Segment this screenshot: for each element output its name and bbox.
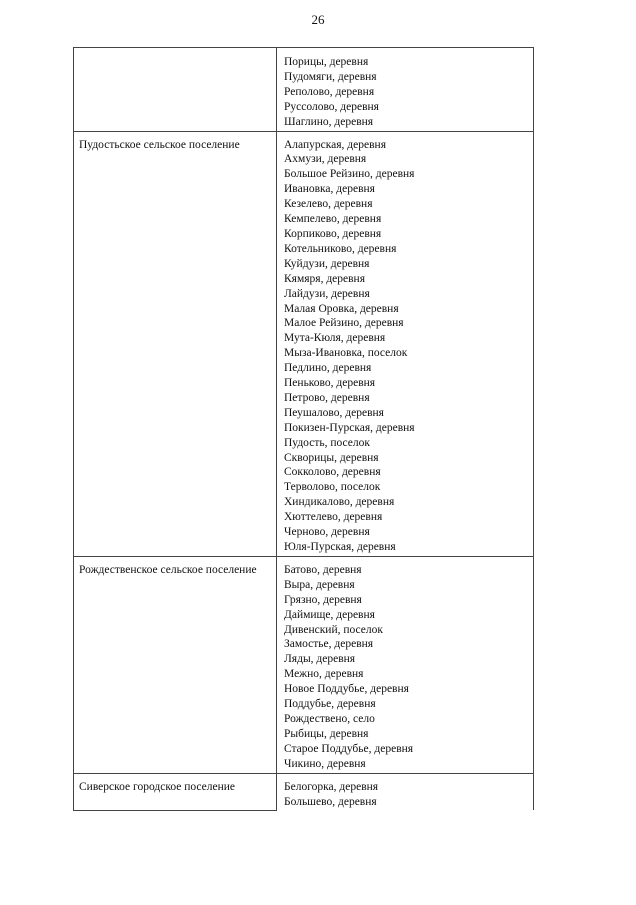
place-item: Сокколово, деревня	[284, 466, 381, 479]
place-item: Пудомяги, деревня	[284, 70, 377, 83]
place-item: Новое Поддубье, деревня	[284, 683, 409, 696]
place-item: Терволово, поселок	[284, 481, 381, 494]
place-item: Пеньково, деревня	[284, 377, 376, 390]
place-item: Порицы, деревня	[284, 56, 369, 68]
place-item: Чикино, деревня	[284, 757, 366, 770]
place-item: Грязно, деревня	[284, 593, 362, 606]
place-item: Покизен-Пурская, деревня	[284, 421, 415, 434]
settlement-name: Сиверское городское поселение	[79, 780, 235, 793]
settlement-name-cell	[74, 773, 277, 810]
place-item: Руссолово, деревня	[284, 100, 379, 113]
place-item: Мыза-Ивановка, поселок	[284, 347, 408, 360]
table-row	[74, 131, 534, 556]
place-item: Котельниково, деревня	[284, 242, 397, 255]
places-cell	[277, 131, 534, 556]
place-item: Хиндикалово, деревня	[284, 496, 395, 509]
table-row	[74, 556, 534, 773]
place-item: Рыбицы, деревня	[284, 727, 369, 740]
place-item: Рождествено, село	[284, 712, 375, 725]
page-number: 26	[311, 12, 325, 27]
settlement-name-cell	[74, 131, 277, 556]
place-item: Шаглино, деревня	[284, 115, 374, 128]
place-item: Черново, деревня	[284, 526, 370, 539]
settlement-name: Пудостьское сельское поселение	[79, 138, 240, 151]
place-item: Белогорка, деревня	[284, 780, 379, 793]
places-cell	[277, 556, 534, 773]
settlements-table	[73, 47, 534, 811]
place-item: Скворицы, деревня	[284, 451, 379, 464]
place-item: Корпиково, деревня	[284, 227, 382, 240]
place-item: Пеушалово, деревня	[284, 406, 384, 419]
place-item: Замостье, деревня	[284, 638, 374, 651]
places-cell	[277, 773, 534, 810]
place-item: Петрово, деревня	[284, 391, 370, 404]
settlement-name-cell	[74, 48, 277, 132]
place-item: Батово, деревня	[284, 563, 362, 576]
place-item: Лайдузи, деревня	[284, 287, 370, 300]
place-item: Кямяря, деревня	[284, 272, 365, 285]
place-item: Кезелево, деревня	[284, 198, 373, 211]
place-item: Реполово, деревня	[284, 85, 375, 98]
place-item: Большое Рейзино, деревня	[284, 168, 415, 181]
place-item: Алапурская, деревня	[284, 138, 386, 151]
place-item: Малое Рейзино, деревня	[284, 317, 404, 330]
place-item: Пудость, поселок	[284, 436, 370, 449]
place-item: Мута-Кюля, деревня	[284, 332, 386, 345]
table-row	[74, 773, 534, 810]
place-item: Малая Оровка, деревня	[284, 302, 399, 315]
place-item: Куйдузи, деревня	[284, 257, 370, 270]
place-item: Ляды, деревня	[284, 653, 356, 666]
settlement-name: Рождественское сельское поселение	[79, 563, 257, 576]
place-item: Выра, деревня	[284, 578, 355, 591]
table-row	[74, 48, 534, 132]
place-item: Старое Поддубье, деревня	[284, 742, 414, 755]
place-item: Хюттелево, деревня	[284, 511, 383, 524]
place-item: Большево, деревня	[284, 795, 377, 808]
place-item: Ивановка, деревня	[284, 183, 375, 196]
places-cell	[277, 48, 534, 132]
place-item: Кемпелево, деревня	[284, 213, 382, 226]
place-item: Поддубье, деревня	[284, 698, 376, 711]
place-item: Даймище, деревня	[284, 608, 375, 621]
settlement-name-cell	[74, 556, 277, 773]
place-item: Межно, деревня	[284, 668, 364, 681]
place-item: Юля-Пурская, деревня	[284, 541, 396, 553]
place-item: Педлино, деревня	[284, 362, 372, 375]
place-item: Ахмузи, деревня	[284, 153, 367, 166]
place-item: Дивенский, поселок	[284, 623, 383, 636]
